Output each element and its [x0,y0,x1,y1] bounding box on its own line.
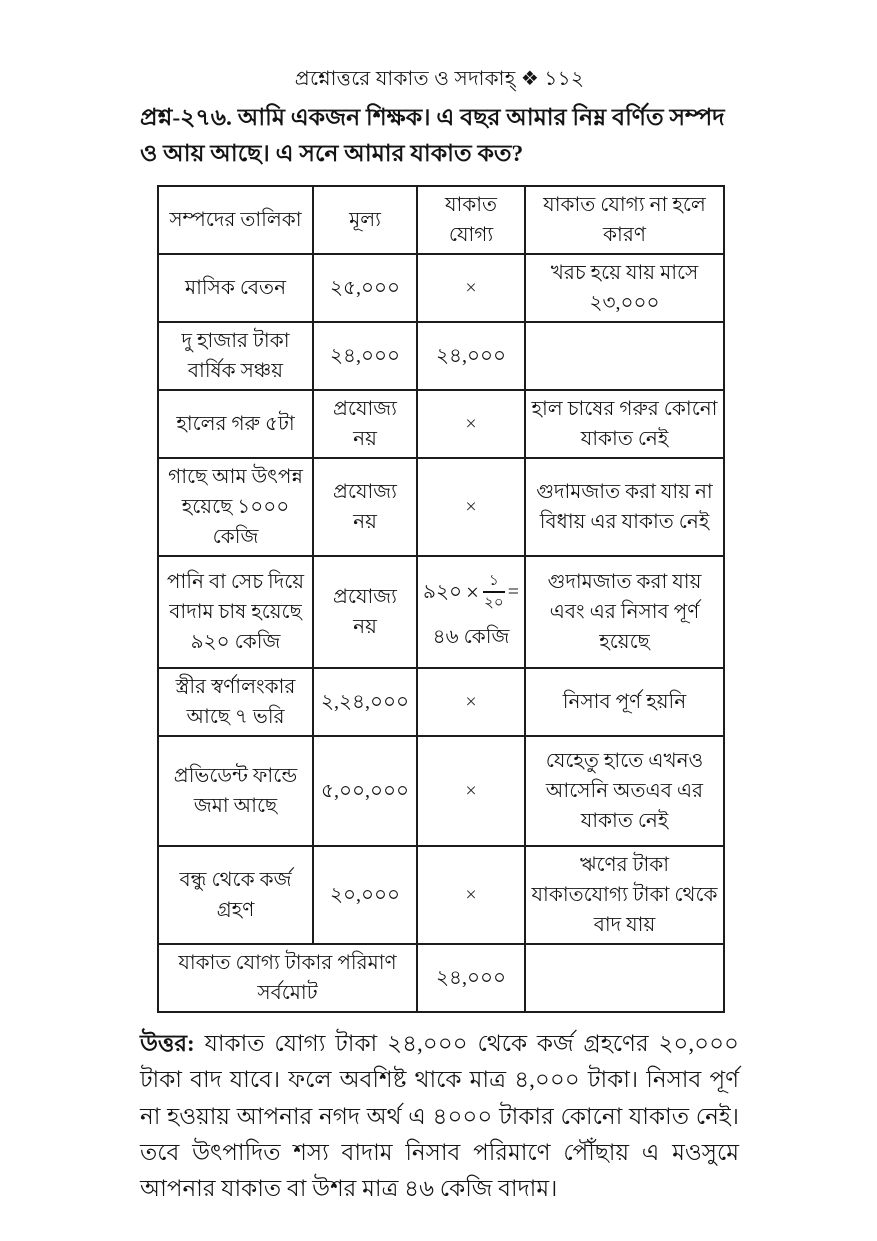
cell-value: ২৪,০০০ [313,322,417,390]
cell-reason: গুদামজাত করা যায় না বিধায় এর যাকাত নেই [525,458,724,556]
cell-asset: স্ত্রীর স্বর্ণালংকার আছে ৭ ভরি [158,668,313,736]
cell-zakat: × [417,390,525,458]
page-content [140,66,739,1207]
cell-asset: পানি বা সেচ দিয়ে বাদাম চাষ হয়েছে ৯২০ কেজি [158,556,313,668]
cell-total-reason [525,944,724,1012]
table-row [158,390,724,458]
table-row [158,556,724,668]
page-header-title: প্রশ্নোত্তরে যাকাত ও সদাকাহ্ ❖ ১১২ [294,68,585,90]
cell-reason: ঋণের টাকা যাকাতযোগ্য টাকা থেকে বাদ যায় [525,846,724,944]
cell-zakat: × [417,668,525,736]
cell-reason: হাল চাষের গরুর কোনো যাকাত নেই [525,390,724,458]
table-row [158,322,724,390]
cell-reason [525,322,724,390]
col-header-assets: সম্পদের তালিকা [158,186,313,254]
equation [423,572,519,614]
cell-zakat: ২৪,০০০ [417,322,525,390]
table-row [158,254,724,322]
cell-zakat: × [417,458,525,556]
table-header-row [158,186,724,254]
question-text: প্রশ্ন-২৭৬. আমি একজন শিক্ষক। এ বছর আমার নিম্ন বর্ণিত সম্পদ ও আয় আছে। এ সনে আমার যাকাত কত? [140,105,725,168]
cell-asset: হালের গরু ৫টা [158,390,313,458]
table-row [158,846,724,944]
cell-value: প্রযোজ্য নয় [313,556,417,668]
cell-value: প্রযোজ্য নয় [313,390,417,458]
answer-text: যাকাত যোগ্য টাকা ২৪,০০০ থেকে কর্জ গ্রহণের ২০,০০০ টাকা বাদ যাবে। ফলে অবশিষ্ট থাকে মাত্র ৪,০০০ টাকা। নিসাব পূর্ণ না হওয়ায় আপনার নগদ অর্থ এ ৪০০০ টাকার কোনো যাকাত নেই। তবে উৎপাদিত শস্য বাদাম নিসাব পরিমাণে পৌঁছায় এ মওসুমে আপনার যাকাত বা উশর মাত্র ৪৬ কেজি বাদাম। [140,1030,739,1202]
cell-asset: বন্ধু থেকে কর্জ গ্রহণ [158,846,313,944]
fraction-numerator: ১ [483,572,505,594]
cell-value: ২,২৪,০০০ [313,668,417,736]
fraction [483,572,505,614]
col-header-value: মূল্য [313,186,417,254]
answer-paragraph [140,1026,739,1208]
cell-asset: দু হাজার টাকা বার্ষিক সঞ্চয় [158,322,313,390]
col-header-zakat-eligible: যাকাত যোগ্য [417,186,525,254]
table-row [158,736,724,846]
cell-value: ২০,০০০ [313,846,417,944]
cell-asset: গাছে আম উৎপন্ন হয়েছে ১০০০ কেজি [158,458,313,556]
cell-asset: প্রভিডেন্ট ফান্ডে জমা আছে [158,736,313,846]
cell-zakat: × [417,254,525,322]
answer-label: উত্তর: [140,1030,195,1056]
cell-asset: মাসিক বেতন [158,254,313,322]
col-header-reason: যাকাত যোগ্য না হলে কারণ [525,186,724,254]
equation-lhs: ৯২০ [423,581,462,604]
fraction-denominator: ২০ [484,595,504,612]
cell-total-label: যাকাত যোগ্য টাকার পরিমাণ সর্বমোট [158,944,417,1012]
cell-value: ২৫,০০০ [313,254,417,322]
cell-zakat-equation [417,556,525,668]
cell-total-zakat: ২৪,০০০ [417,944,525,1012]
cell-reason: নিসাব পূর্ণ হয়নি [525,668,724,736]
cell-value: ৫,০০,০০০ [313,736,417,846]
cell-reason: যেহেতু হাতে এখনও আসেনি অতএব এর যাকাত নেই [525,736,724,846]
cell-zakat: × [417,846,525,944]
cell-reason: গুদামজাত করা যায় এবং এর নিসাব পূর্ণ হয়েছে [525,556,724,668]
equation-result: ৪৬ কেজি [432,626,510,649]
zakat-table [157,185,725,1013]
cell-value: প্রযোজ্য নয় [313,458,417,556]
equals-sign: = [507,581,519,604]
table-total-row [158,944,724,1012]
cell-reason: খরচ হয়ে যায় মাসে ২৩,০০০ [525,254,724,322]
table-row [158,458,724,556]
cell-zakat: × [417,736,525,846]
multiply-sign: × [466,579,479,605]
table-row [158,668,724,736]
